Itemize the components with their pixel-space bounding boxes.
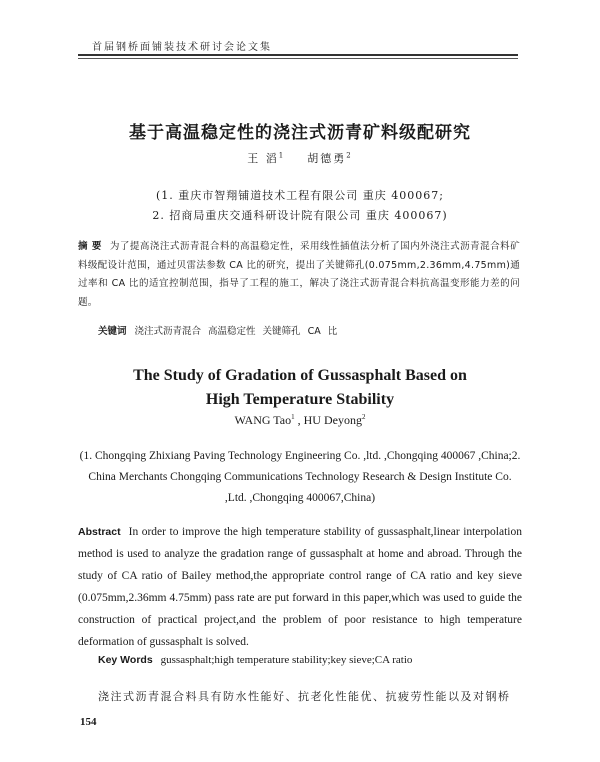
en-author-2-sup: 2 — [361, 413, 366, 421]
english-title-line-1: The Study of Gradation of Gussasphalt Based on — [133, 367, 467, 384]
chinese-keywords-text: 浇注式沥青混合 高温稳定性 关键筛孔 CA 比 — [134, 326, 338, 337]
chinese-abstract-label: 摘 要 — [78, 241, 102, 252]
chinese-affiliation-2: 2. 招商局重庆交通科研设计院有限公司 重庆 400067) — [152, 209, 448, 222]
english-affiliations: (1. Chongqing Zhixiang Paving Technology Engineering Co. ,ltd. ,Chongqing 400067 ,China;2. China Merchants Chongqing Communications Technology Research & Design Institute Co. ,Ltd. ,Chongqing 400067,China) — [79, 450, 521, 504]
en-author-2: HU Deyong — [303, 413, 362, 427]
english-abstract-text: In order to improve the high temperature stability of gussasphalt,linear interpolation method is used to analyze the gradation range of gussasphalt at home and abroad. Through the study of CA ratio of Bailey method,the appropriate control range of CA ratio and key sieve (0.075mm,2.36mm 4.75mm) pass rate are put forward in this paper,which was used to guide the construction of practical project,and the problem of poor resistance to high temperature deformation of gussasphalt is solved. — [78, 526, 522, 648]
english-title-line-2: High Temperature Stability — [205, 391, 395, 408]
en-author-1-sup: 1 — [291, 413, 295, 421]
en-author-separator: , — [294, 413, 304, 427]
chinese-keywords-label: 关键词 — [98, 326, 127, 337]
en-author-1: WANG Tao — [234, 413, 292, 427]
english-abstract — [78, 521, 522, 653]
english-keywords — [98, 654, 522, 666]
header-rule-thin — [78, 58, 518, 59]
chinese-title: 基于高温稳定性的浇注式沥青矿料级配研究 — [129, 123, 471, 143]
chinese-affiliation-1: (1. 重庆市智翔铺道技术工程有限公司 重庆 400067; — [156, 189, 444, 202]
chinese-keywords — [98, 323, 518, 337]
author-1-name: 王 滔 — [247, 152, 279, 165]
page-number: 154 — [80, 716, 97, 728]
running-head: 首届钢桥面铺装技术研讨会论文集 — [92, 42, 272, 53]
english-abstract-label: Abstract — [78, 526, 121, 538]
body-text-first-line: 浇注式沥青混合料具有防水性能好、抗老化性能优、抗疲劳性能以及对钢桥 — [98, 690, 511, 703]
chinese-abstract — [78, 238, 520, 312]
chinese-authors — [60, 150, 540, 166]
english-keywords-label: Key Words — [98, 654, 153, 666]
chinese-abstract-text: 为了提高浇注式沥青混合料的高温稳定性，采用线性插值法分析了国内外浇注式沥青混合料矿料级配设计范围，通过贝雷法参数 CA 比的研究，提出了关键筛孔(0.075mm,2.36mm,4.75mm)通过率和 CA 比的适宜控制范围，指导了工程的施工，解决了浇注式沥青混合料抗高温变形能力差的问题。 — [78, 241, 520, 308]
header-rule — [78, 54, 518, 56]
english-keywords-text: gussasphalt;high temperature stability;key sieve;CA ratio — [160, 654, 413, 666]
author-2-name: 胡德勇 — [307, 152, 347, 165]
english-authors — [60, 413, 540, 428]
author-1-sup: 1 — [278, 151, 286, 160]
author-2-sup: 2 — [346, 151, 353, 160]
